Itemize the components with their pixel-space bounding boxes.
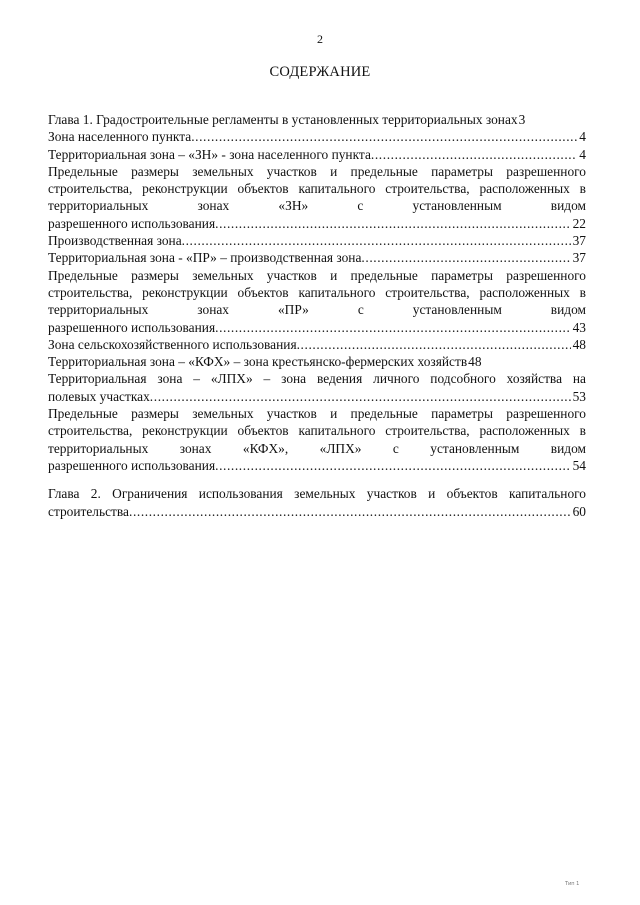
- toc-entry-zone-kfh[interactable]: [48, 353, 586, 370]
- toc-entry-line: [48, 232, 586, 249]
- toc-entry-text: Территориальная зона - «ПР» – производственная зона: [48, 250, 362, 266]
- toc-entry-text: Территориальная зона – «ЗН» - зона населенного пункта: [48, 146, 371, 162]
- toc-entry-page: 60: [572, 503, 586, 519]
- toc-entry-limits-zn[interactable]: [48, 163, 586, 232]
- toc-entry-page: 53: [572, 388, 586, 404]
- toc-entry-text: Производственная зона: [48, 233, 182, 249]
- toc-leader-dots: [215, 215, 570, 232]
- toc-entry-page: 37: [572, 233, 586, 249]
- toc-entry-line: [48, 336, 586, 353]
- toc-entry-lead-text: Предельные размеры земельных участков и предельные параметры разрешенного строительства, реконструкции объектов капитального строительства, расположенных в территориальных зонах «КФХ», «ЛПХ» с установленным видом: [48, 406, 586, 456]
- toc-entry-line: [48, 503, 586, 520]
- toc-leader-dots: [297, 336, 571, 353]
- toc-entry-text: Территориальная зона – «КФХ» – зона крестьянско-фермерских хозяйств: [48, 354, 468, 370]
- toc-entry-page: 48: [468, 354, 482, 370]
- toc-leader-dots: [191, 128, 577, 145]
- page-number: 2: [317, 32, 323, 46]
- toc-entry-limits-pr[interactable]: [48, 267, 586, 336]
- toc-entry-chapter-2[interactable]: [48, 485, 586, 520]
- toc-entry-lead-text: Территориальная зона – «ЛПХ» – зона ведения личного подсобного хозяйства на: [48, 371, 586, 387]
- toc-entry-page: 4: [579, 146, 586, 162]
- toc-entry-text: Зона населенного пункта: [48, 129, 192, 145]
- toc-entry-line: [48, 128, 586, 145]
- toc-entry-text: полевых участках: [48, 388, 150, 404]
- toc-entry-line: [48, 353, 586, 370]
- toc-entry-zone-zn[interactable]: [48, 146, 586, 163]
- toc-entry-chapter-1[interactable]: [48, 111, 586, 128]
- toc-entry-lead-text: Предельные размеры земельных участков и предельные параметры разрешенного строительства, реконструкции объектов капитального строительства, расположенных в территориальных зонах «ПР» с установленным видом: [48, 267, 586, 318]
- toc-leader-dots: [361, 249, 570, 266]
- toc-entry-line: [48, 146, 586, 163]
- toc-entry-page: 48: [572, 336, 586, 352]
- toc-entry-text: разрешенного использования: [48, 319, 216, 335]
- toc-leader-dots: [150, 388, 571, 405]
- toc-leader-dots: [215, 319, 570, 336]
- toc-entry-lead-text: Глава 2. Ограничения использования земельных участков и объектов капитального: [48, 486, 586, 502]
- toc-entry-text: Зона сельскохозяйственного использования: [48, 336, 297, 352]
- toc-entry-line: [48, 319, 586, 336]
- toc-entry-zone-settlement[interactable]: [48, 128, 586, 145]
- toc-entry-page: 43: [572, 319, 586, 335]
- toc-entry-zone-agricultural[interactable]: [48, 336, 586, 353]
- toc-entry-line: [48, 215, 586, 232]
- toc-entry-text: строительства: [48, 503, 129, 519]
- toc-entry-line: [48, 111, 586, 128]
- toc-entry-text: разрешенного использования: [48, 215, 216, 231]
- toc-entry-text: разрешенного использования: [48, 457, 216, 473]
- toc-entry-page: 54: [572, 457, 586, 473]
- toc-title: СОДЕРЖАНИЕ: [269, 64, 371, 80]
- toc-entry-zone-lph[interactable]: [48, 370, 586, 405]
- toc-leader-dots: [215, 457, 570, 474]
- toc-entry-zone-pr[interactable]: [48, 249, 586, 266]
- toc-leader-dots: [371, 146, 577, 163]
- toc-entry-limits-kfh-lph[interactable]: [48, 405, 586, 474]
- toc-entry-text: Глава 1. Градостроительные регламенты в установленных территориальных зонах: [48, 112, 518, 127]
- table-of-contents: [48, 111, 586, 520]
- toc-entry-line: [48, 457, 586, 474]
- toc-leader-dots: [182, 232, 571, 249]
- toc-entry-lead-text: Предельные размеры земельных участков и предельные параметры разрешенного строительства, реконструкции объектов капитального строительства, расположенных в территориальных зонах «ЗН» с установленным видом: [48, 163, 586, 214]
- toc-entry-page: 3: [518, 112, 526, 127]
- toc-entry-line: [48, 249, 586, 266]
- toc-entry-page: 4: [579, 129, 586, 145]
- toc-entry-zone-industrial[interactable]: [48, 232, 586, 249]
- toc-entry-page: 37: [572, 250, 586, 266]
- toc-entry-line: [48, 388, 586, 405]
- footer-mark: Тип 1: [565, 881, 580, 887]
- toc-entry-page: 22: [572, 215, 586, 231]
- toc-leader-dots: [129, 503, 571, 520]
